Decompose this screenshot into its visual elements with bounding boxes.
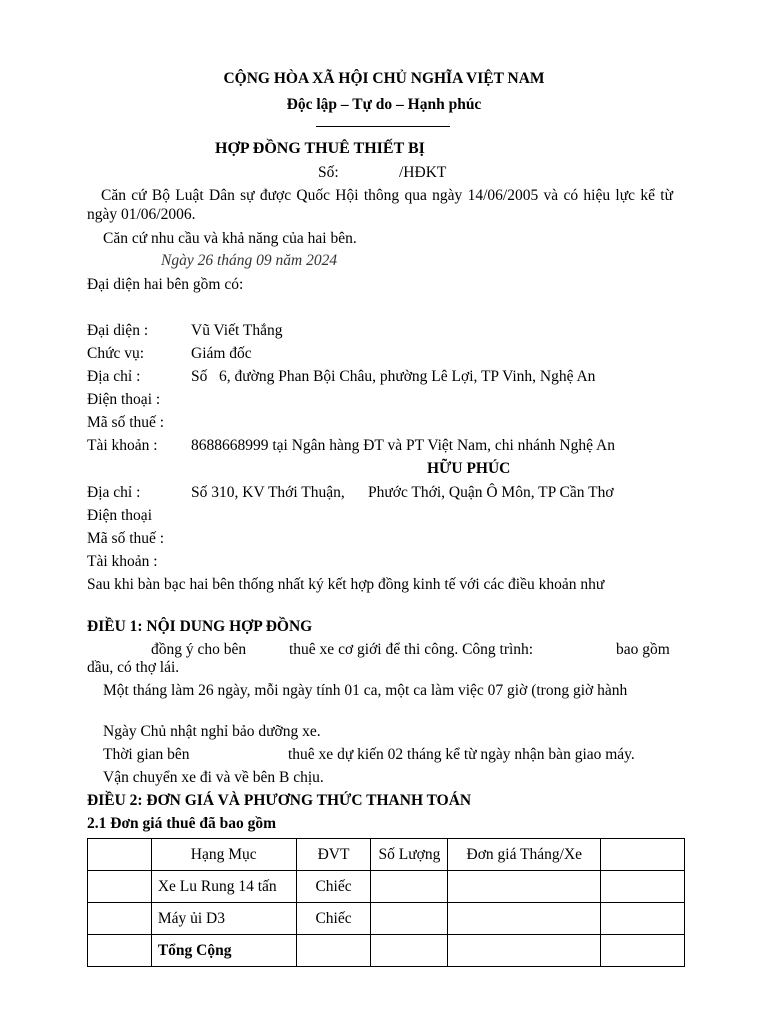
table-row xyxy=(88,871,685,903)
article-1-line-4: Ngày Chủ nhật nghỉ bảo dưỡng xe. xyxy=(103,723,321,740)
party-a-address-label: Địa chỉ : xyxy=(87,368,141,385)
article-1-line-1c: bao gồm xyxy=(616,641,670,658)
table-row xyxy=(88,903,685,935)
party-a-rep-value: Vũ Viết Thắng xyxy=(191,322,283,339)
agreement-statement: Sau khi bàn bạc hai bên thống nhất ký kết hợp đồng kinh tế với các điều khoản như xyxy=(87,576,605,593)
table-cell xyxy=(296,935,371,967)
table-cell xyxy=(601,935,685,967)
table-header-cell xyxy=(601,839,685,871)
party-b-tax-label: Mã số thuế : xyxy=(87,530,165,547)
parties-intro: Đại diện hai bên gồm có: xyxy=(87,276,244,293)
table-cell xyxy=(448,903,601,935)
table-cell xyxy=(448,935,601,967)
article-1-line-5a: Thời gian bên xyxy=(103,746,190,763)
party-a-position-label: Chức vụ: xyxy=(87,345,145,362)
article-1-line-1b: thuê xe cơ giới để thi công. Công trình: xyxy=(289,641,534,658)
table-cell xyxy=(601,903,685,935)
price-table xyxy=(87,838,685,967)
party-b-address-label: Địa chỉ : xyxy=(87,484,141,501)
table-cell xyxy=(371,903,448,935)
table-header-cell: Đơn giá Tháng/Xe xyxy=(448,839,601,871)
party-b-phone-label: Điện thoại xyxy=(87,507,152,524)
article-1-line-6: Vận chuyển xe đi và về bên B chịu. xyxy=(103,769,324,786)
legal-basis-1: Căn cứ Bộ Luật Dân sự được Quốc Hội thông qua ngày 14/06/2005 và có hiệu lực kể từ ngày 01/06/2006. xyxy=(87,187,673,223)
table-header-row xyxy=(88,839,685,871)
motto-underline xyxy=(316,126,450,127)
table-cell xyxy=(88,935,152,967)
party-a-rep-label: Đại diện : xyxy=(87,322,149,339)
article-1-heading: ĐIỀU 1: NỘI DUNG HỢP ĐỒNG xyxy=(87,618,313,635)
nation-title: CỘNG HÒA XÃ HỘI CHỦ NGHĨA VIỆT NAM xyxy=(223,70,545,87)
table-cell xyxy=(371,935,448,967)
party-a-phone-label: Điện thoại : xyxy=(87,391,161,408)
table-cell xyxy=(88,903,152,935)
article-2-heading: ĐIỀU 2: ĐƠN GIÁ VÀ PHƯƠNG THỨC THANH TOÁN xyxy=(87,792,472,809)
article-1-line-5b: thuê xe dự kiến 02 tháng kể từ ngày nhận bàn giao máy. xyxy=(288,746,635,763)
party-b-account-label: Tài khoản : xyxy=(87,553,158,570)
party-b-address-value: Số 310, KV Thới Thuận, Phước Thới, Quận Ô Môn, TP Cần Thơ xyxy=(191,484,614,501)
table-cell: Chiếc xyxy=(296,871,371,903)
table-cell xyxy=(88,871,152,903)
table-cell: Máy ủi D3 xyxy=(151,903,296,935)
table-cell: Chiếc xyxy=(296,903,371,935)
table-cell xyxy=(371,871,448,903)
table-header-cell: Số Lượng xyxy=(371,839,448,871)
national-motto: Độc lập – Tự do – Hạnh phúc xyxy=(286,96,482,113)
article-1-line-1a: đồng ý cho bên xyxy=(151,641,247,658)
contract-date: Ngày 26 tháng 09 năm 2024 xyxy=(161,252,338,269)
contract-title: HỢP ĐỒNG THUÊ THIẾT BỊ xyxy=(215,140,425,157)
table-header-cell xyxy=(88,839,152,871)
table-header-cell: Hạng Mục xyxy=(151,839,296,871)
table-cell: Tổng Cộng xyxy=(151,935,296,967)
party-a-position-value: Giám đốc xyxy=(191,345,252,362)
table-cell xyxy=(448,871,601,903)
party-b-name: HỮU PHÚC xyxy=(427,460,511,477)
party-a-account-label: Tài khoản : xyxy=(87,437,158,454)
contract-number-label: Số: xyxy=(318,164,339,181)
party-a-tax-label: Mã số thuế : xyxy=(87,414,165,431)
article-2-sub-heading: 2.1 Đơn giá thuê đã bao gồm xyxy=(87,815,277,832)
contract-number-suffix: /HĐKT xyxy=(399,164,447,181)
table-cell: Xe Lu Rung 14 tấn xyxy=(151,871,296,903)
table-header-cell: ĐVT xyxy=(296,839,371,871)
table-total-row xyxy=(88,935,685,967)
party-a-account-value: 8688668999 tại Ngân hàng ĐT và PT Việt Nam, chi nhánh Nghệ An xyxy=(191,437,615,454)
article-1-line-2: dầu, có thợ lái. xyxy=(87,659,180,676)
article-1-line-3: Một tháng làm 26 ngày, mỗi ngày tính 01 ca, một ca làm việc 07 giờ (trong giờ hành xyxy=(103,682,628,699)
party-a-address-value: Số 6, đường Phan Bội Châu, phường Lê Lợi, TP Vinh, Nghệ An xyxy=(191,368,596,385)
table-cell xyxy=(601,871,685,903)
legal-basis-2: Căn cứ nhu cầu và khả năng của hai bên. xyxy=(103,230,357,247)
